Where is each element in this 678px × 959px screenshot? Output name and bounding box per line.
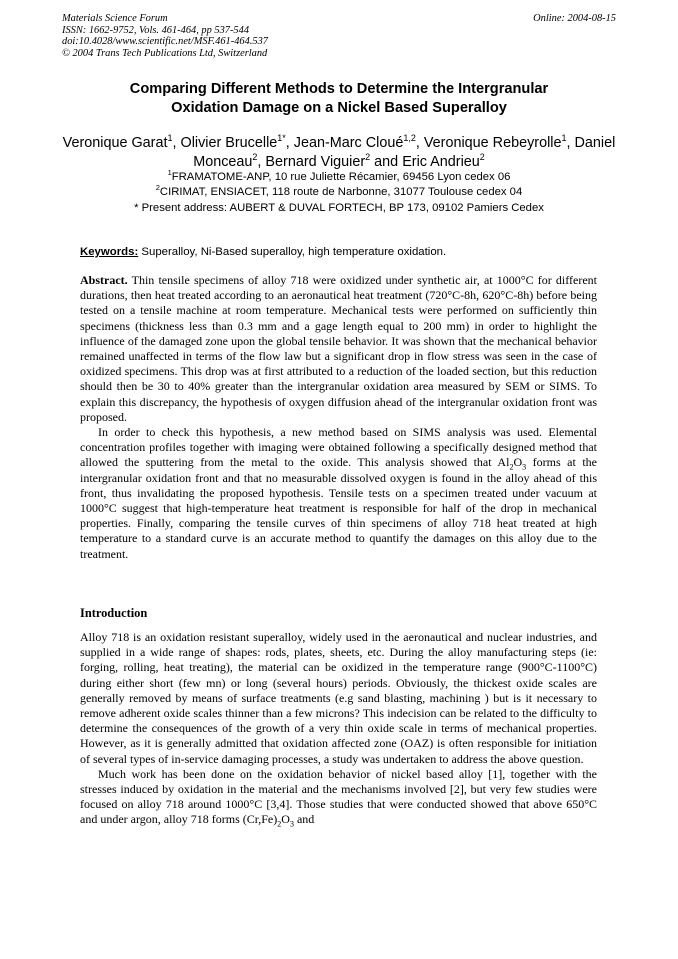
author-name: Veronique Garat: [62, 135, 168, 151]
introduction-body: [80, 630, 597, 828]
author-name: Daniel Monceau: [193, 135, 616, 170]
affiliation-1: $^1$FRAMATOME-ANP, 10 rue Juliette Récamier, 69456 Lyon cedex 06: [167, 168, 511, 183]
intro-paragraph-1: Alloy 718 is an oxidation resistant superalloy, widely used in the aeronautical and nuclear industries, and supplied in a wide range of shapes: rods, plates, sheets, etc. During the alloy manufacturing steps (ie: forging, rolling, heat treating), the material can be oxidized in the temperature range (900°C-1100°C) during either short (few mn) or long (several hours) periods. Obviously, the thickest oxide scales are generally removed by means of surface treatments (e.g sand blasting, machining ) but is it necessary to remove adherent oxide scales thinner than a few microns? This indecision can be related to the difficulty to determine the consequences of the growth of a very thin oxide scale in terms of mechanical properties. However, as it is generally admitted that oxidation affected zone (OAZ) is often responsible for initiation of several types of in-service damaging processes, a study was undertaken to address the above question.: [80, 630, 597, 766]
keywords: [80, 245, 616, 259]
journal-name: Materials Science Forum: [62, 13, 168, 24]
publication-header: [62, 13, 268, 59]
section-heading-introduction: Introduction: [80, 606, 148, 620]
author-affil-mark: 2: [252, 151, 258, 162]
author-name: Bernard Viguier: [265, 153, 366, 170]
author-affil-mark: 1: [167, 133, 173, 144]
issn-line: ISSN: 1662-9752, Vols. 461-464, pp 537-544: [62, 24, 250, 36]
title-line-2: Oxidation Damage on a Nickel Based Superalloy: [171, 99, 507, 116]
author-affil-mark: 1,2: [403, 133, 416, 144]
abstract: [80, 273, 597, 562]
author-affil-mark: 2: [365, 151, 371, 162]
doi-line: doi:10.4028/www.scientific.net/MSF.461-464.537: [62, 36, 268, 48]
author-name: Jean-Marc Cloué: [293, 135, 404, 151]
keywords-label: Keywords:: [80, 246, 139, 258]
author-name: Olivier Brucelle: [180, 135, 278, 151]
abstract-label: Abstract.: [80, 273, 128, 287]
author-name: Eric Andrieu: [402, 153, 480, 170]
present-address: * Present address: AUBERT & DUVAL FORTECH, BP 173, 09102 Pamiers Cedex: [134, 201, 544, 214]
author-affil-mark: 2: [479, 151, 485, 162]
author-name: Veronique Rebeyrolle: [423, 135, 562, 151]
copyright-line: © 2004 Trans Tech Publications Ltd, Switzerland: [62, 47, 268, 59]
abstract-paragraph-1: Abstract. Thin tensile specimens of alloy 718 were oxidized under synthetic air, at 1000°C for different durations, then heat treated according to an aeronautical heat treatment (720°C-8h, 620°C-8h) before being tested on a tensile machine at room temperature. Mechanical tests were performed on sufficiently thin specimens (thickness less than 0.3 mm and a gage length equal to 200 mm) in order to highlight the influence of the damaged zone upon the global tensile behavior. It was shown that the mechanical behavior remained unaffected in terms of the flow law but a significant drop in flow stress was seen in the case of oxidized specimens. This drop was at first attributed to a reduction of the loaded section, but this reduction should then be 30 to 40% greater than the intergranular oxidation area measured by SEM or SIMS. To explain this discrepancy, the hypothesis of oxygen diffusion ahead of the intergranular oxidation front was proposed.: [80, 273, 597, 424]
keywords-text: Superalloy, Ni-Based superalloy, high temperature oxidation.: [141, 246, 447, 258]
affiliation-list: [62, 170, 616, 216]
intro-paragraph-2: Much work has been done on the oxidation behavior of nickel based alloy [1], together with the stresses induced by oxidation in the material and the mechanisms involved [2], but very few studies were focused on alloy 718 around 1000°C [3,4]. Those studies that were conducted showed that above 650°C and under argon, alloy 718 forms $(Cr,Fe)_2O_3$ and: [80, 766, 597, 829]
abstract-paragraph-2: In order to check this hypothesis, a new method based on SIMS analysis was used. Elemental concentration profiles together with imaging were obtained following a specifically designed method that allowed the sputtering from the metal to the oxide. This analysis showed that $Al_2O_3$ forms at the intergranular oxidation front and that no measurable dissolved oxygen is found in the alloy ahead of this front, thus invalidating the proposed hypothesis. Tensile tests on a specimen treated under vacuum at 1000°C suggest that high-temperature heat treatment is responsible for half of the drop in mechanical properties. Finally, comparing the tensile curves of thin specimens of alloy 718 heat treated at high temperature to a standard curve is an accurate method to quantify the damages on this alloy due to the treatment.: [80, 425, 597, 561]
author-affil-mark: 1*: [277, 133, 286, 144]
title-line-1: Comparing Different Methods to Determine the Intergranular: [129, 81, 549, 97]
affiliation-2: $^2$CIRIMAT, ENSIACET, 118 route de Narbonne, 31077 Toulouse cedex 04: [155, 183, 523, 199]
author-list: Veronique Garat$^1$, Olivier Brucelle$^{1*}$, Jean-Marc Cloué$^{1,2}$, Veronique Rebeyrolle$^1$, Daniel Monceau$^2$, Bernard Viguier$^2$ and Eric Andrieu$^2$: [62, 133, 616, 170]
paper-title: [90, 80, 588, 117]
online-date: Online: 2004-08-15: [533, 13, 616, 24]
author-affil-mark: 1: [561, 133, 567, 144]
